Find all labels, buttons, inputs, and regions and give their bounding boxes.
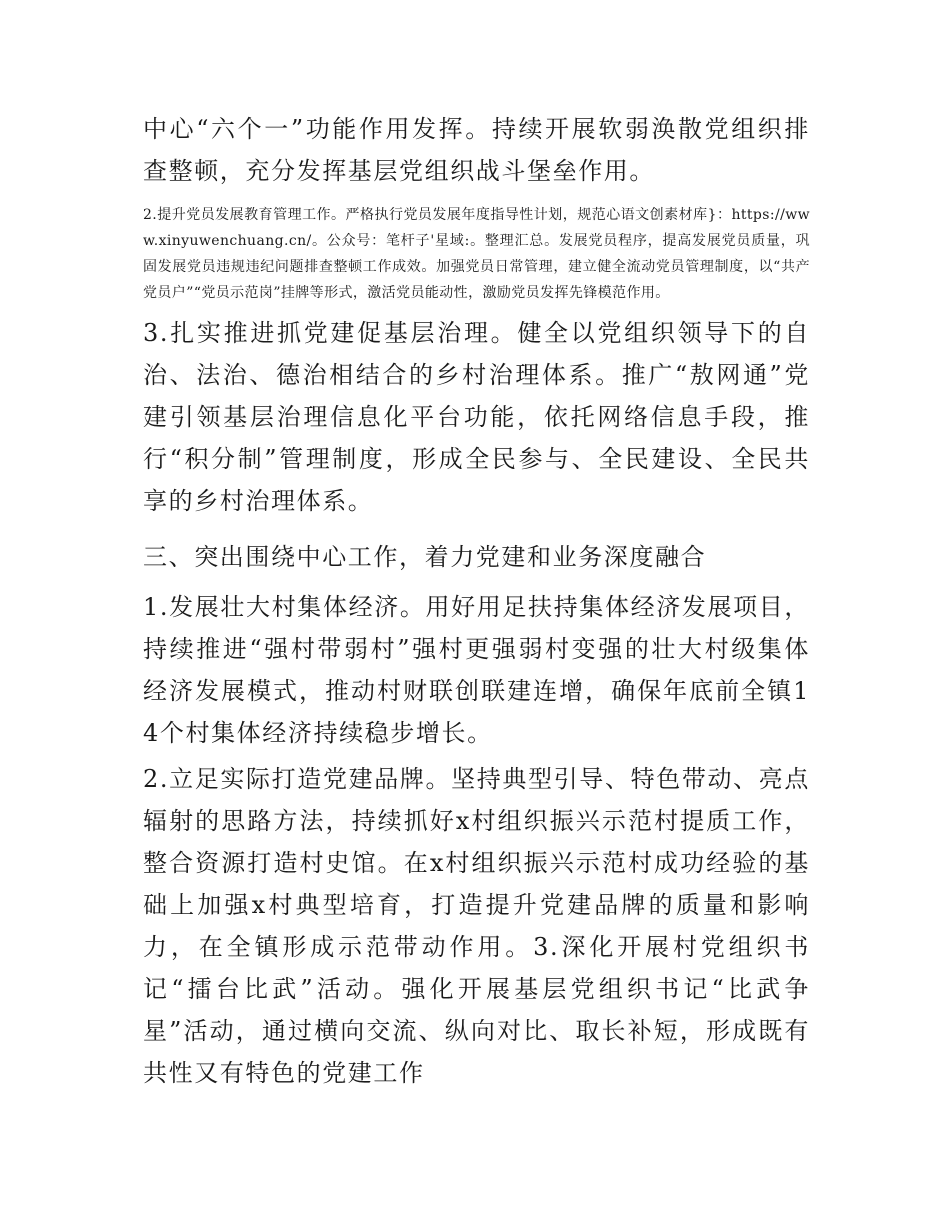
paragraph-collective-economy: 1.发展壮大村集体经济。用好用足扶持集体经济发展项目，持续推进“强村带弱村”强村更强弱村变强的壮大村级集体经济发展模式，推动村财联创联建连增，确保年底前全镇14个村集体经济持续稳步增长。 <box>143 593 810 747</box>
paragraph-continuation: 中心“六个一”功能作用发挥。持续开展软弱涣散党组织排查整顿，充分发挥基层党组织战斗堡垒作用。 <box>143 115 810 185</box>
paragraph-party-brand: 2.立足实际打造党建品牌。坚持典型引导、特色带动、亮点辐射的思路方法，持续抓好x村组织振兴示范村提质工作，整合资源打造村史馆。在x村组织振兴示范村成功经验的基础上加强x村典型培育，打造提升党建品牌的质量和影响力，在全镇形成示范带动作用。3.深化开展村党组织书记“擂台比武”活动。强化开展基层党组织书记“比武争星”活动，通过横向交流、纵向对比、取长补短，形成既有共性又有特色的党建工作 <box>143 765 810 1087</box>
paragraph-grassroots-governance: 3.扎实推进抓党建促基层治理。健全以党组织领导下的自治、法治、德治相结合的乡村治理体系。推广“敖网通”党建引领基层治理信息化平台功能，依托网络信息手段，推行“积分制”管理制度，形成全民参与、全民建设、全民共享的乡村治理体系。 <box>143 319 810 515</box>
document-body <box>143 108 810 1094</box>
section-heading-3: 三、突出围绕中心工作，着力党建和业务深度融合 <box>143 543 707 571</box>
paragraph-party-member-development: 2.提升党员发展教育管理工作。严格执行党员发展年度指导性计划，规范心语文创素材库}：https://www.xinyuwenchuang.cn/。公众号：笔杆子'星域:。整理汇总。发展党员程序，提高发展党员质量，巩固发展党员违规违纪问题排查整顿工作成效。加强党员日常管理，建立健全流动党员管理制度，以“共产党员户”“党员示范岗”挂牌等形式，激活党员能动性，激励党员发挥先锋模范作用。 <box>143 207 810 301</box>
